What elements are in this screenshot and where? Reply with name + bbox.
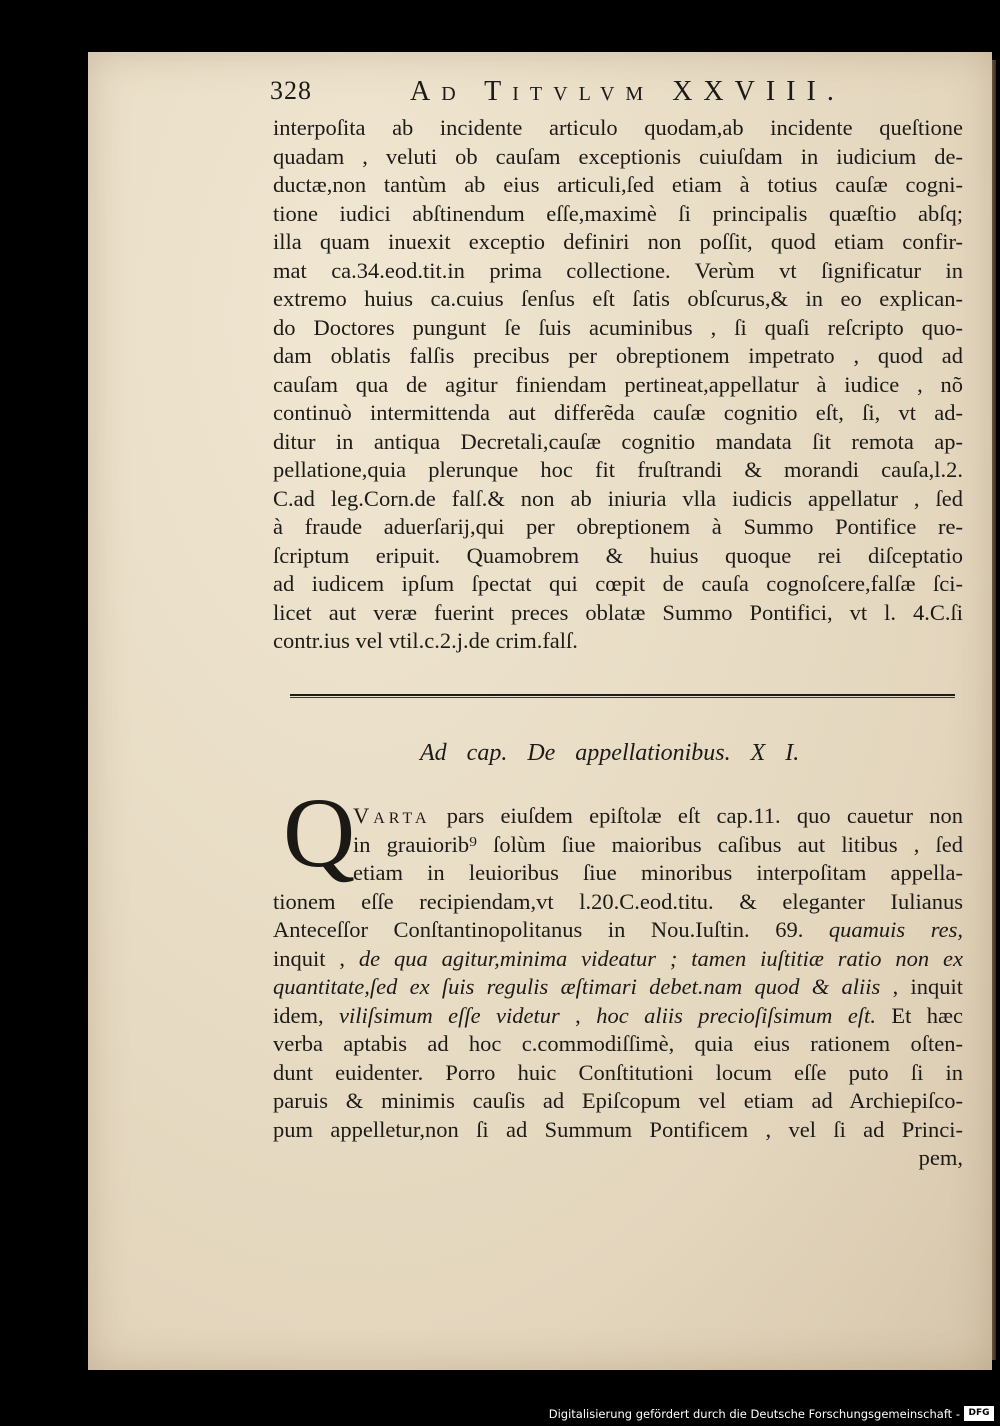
dfg-logo: DFG bbox=[964, 1406, 994, 1421]
text-line: tionem eſſe recipiendam,vt l.20.C.eod.titu. & eleganter Iulianus bbox=[273, 888, 963, 914]
running-title: Ad Titvlvm XXVIII. bbox=[410, 76, 845, 107]
text-line: ad iudicem ipſum ſpectat qui cœpit de cauſa cognoſcere,falſæ ſci- bbox=[273, 571, 963, 596]
chapter-heading: Ad cap. De appellationibus. X I. bbox=[420, 740, 800, 766]
text-fragment: pars eiuſdem epiſtolæ eſt cap.11. quo cauetur non bbox=[430, 803, 963, 828]
page-number: 328 bbox=[270, 76, 312, 105]
italic-quote: quamuis res, bbox=[803, 917, 963, 942]
text-line: pum appelletur,non ſi ad Summum Pontificem , vel ſi ad Princi- bbox=[273, 1116, 963, 1142]
text-line: verba aptabis ad hoc c.commodiſſimè, quia eius rationem oſten- bbox=[273, 1031, 963, 1056]
text-line: quadam , veluti ob cauſam exceptionis cuiuſdam in iudicium de- bbox=[273, 143, 963, 169]
text-line: dunt euidenter. Porro huic Conſtitutioni locum eſſe puto ſi in bbox=[273, 1059, 963, 1085]
text-line bbox=[273, 802, 963, 831]
text-fragment: Anteceſſor Conſtantinopolitanus in Nou.Iuſtin. 69. bbox=[273, 917, 804, 942]
text-line: licet aut veræ fuerint preces oblatæ Summo Pontifici, vt l. 4.C.ſi bbox=[273, 599, 963, 625]
page-header bbox=[270, 76, 960, 116]
text-line: in grauiorib⁹ ſolùm ſiue maioribus caſibus aut litibus , ſed bbox=[353, 831, 963, 857]
text-line: mat ca.34.eod.tit.in prima collectione. Verùm vt ſignificatur in bbox=[273, 257, 963, 283]
text-line bbox=[273, 973, 963, 1002]
text-line: extremo huius ca.cuius ſenſus eſt ſatis obſcurus,& in eo explican- bbox=[273, 286, 963, 311]
text-line: à fraude aduerſarij,qui per obreptionem à Summo Pontifice re- bbox=[273, 514, 963, 539]
text-line: dam oblatis falſis precibus per obreptionem impetrato , quod ad bbox=[273, 343, 963, 368]
italic-quote: quantitate,ſed ex ſuis regulis æſtimari debet.nam quod & aliis bbox=[273, 974, 881, 999]
text-line: continuò intermittenda aut differẽda cauſæ cognitio eſt, ſi, vt ad- bbox=[273, 400, 963, 425]
italic-quote: viliſsimum eſſe videtur bbox=[339, 1002, 560, 1028]
text-line: etiam in leuioribus ſiue minoribus interpoſitam appella- bbox=[353, 860, 963, 885]
text-line bbox=[273, 916, 963, 945]
italic-quote: de qua agitur,minima videatur ; tamen iuſtitiæ ratio non ex bbox=[358, 945, 963, 971]
text-fragment: idem, bbox=[273, 1002, 340, 1028]
text-line bbox=[273, 945, 963, 974]
text-line: ſcriptum eripuit. Quamobrem & huius quoque rei diſceptatio bbox=[273, 542, 963, 568]
text-line: contr.ius vel vtil.c.2.j.de crim.falſ. bbox=[273, 628, 578, 653]
text-block-2 bbox=[273, 802, 963, 1173]
text-line: pellatione,quia plerunque hoc fit fruſtrandi & morandi cauſa,l.2. bbox=[273, 457, 963, 482]
section-divider-rule bbox=[290, 694, 955, 698]
text-line: cauſam qua de agitur finiendam pertineat,appellatur à iudice , nõ bbox=[273, 371, 963, 397]
lead-caps: Varta bbox=[353, 803, 431, 828]
text-line: paruis & minimis cauſis ad Epiſcopum vel etiam ad Archiepiſco- bbox=[273, 1088, 963, 1113]
digitization-credit: Digitalisierung gefördert durch die Deutsche Forschungsgemeinschaft - bbox=[548, 1407, 960, 1421]
drop-cap-initial: Q bbox=[283, 777, 356, 888]
text-line bbox=[273, 1002, 963, 1031]
italic-quote: hoc aliis precioſiſsimum eſt. bbox=[596, 1002, 876, 1028]
text-line: interpoſita ab incidente articulo quodam,ab incidente queſtione bbox=[273, 115, 963, 140]
text-fragment: , inquit bbox=[880, 974, 963, 999]
text-line: illa quam inuexit exceptio definiri non poſſit, quod etiam confir- bbox=[273, 229, 963, 254]
text-block-1 bbox=[273, 114, 963, 656]
text-line: ditur in antiqua Decretali,cauſæ cognitio mandata ſit remota ap- bbox=[273, 428, 963, 454]
text-line: do Doctores pungunt ſe ſuis acuminibus , ſi quaſi reſcripto quo- bbox=[273, 314, 963, 340]
catchword: pem, bbox=[918, 1145, 963, 1170]
text-line: tione iudici abſtinendum eſſe,maximè ſi principalis quæſtio abſq; bbox=[273, 200, 963, 226]
text-fragment: inquit , bbox=[273, 945, 359, 971]
text-line: C.ad leg.Corn.de falſ.& non ab iniuria vlla iudicis appellatur , ſed bbox=[273, 485, 963, 511]
text-fragment: Et hæc bbox=[875, 1002, 963, 1028]
text-fragment: , bbox=[559, 1002, 597, 1028]
text-line: ductæ,non tantùm ab eius articuli,ſed etiam à totius cauſæ cogni- bbox=[273, 172, 963, 197]
